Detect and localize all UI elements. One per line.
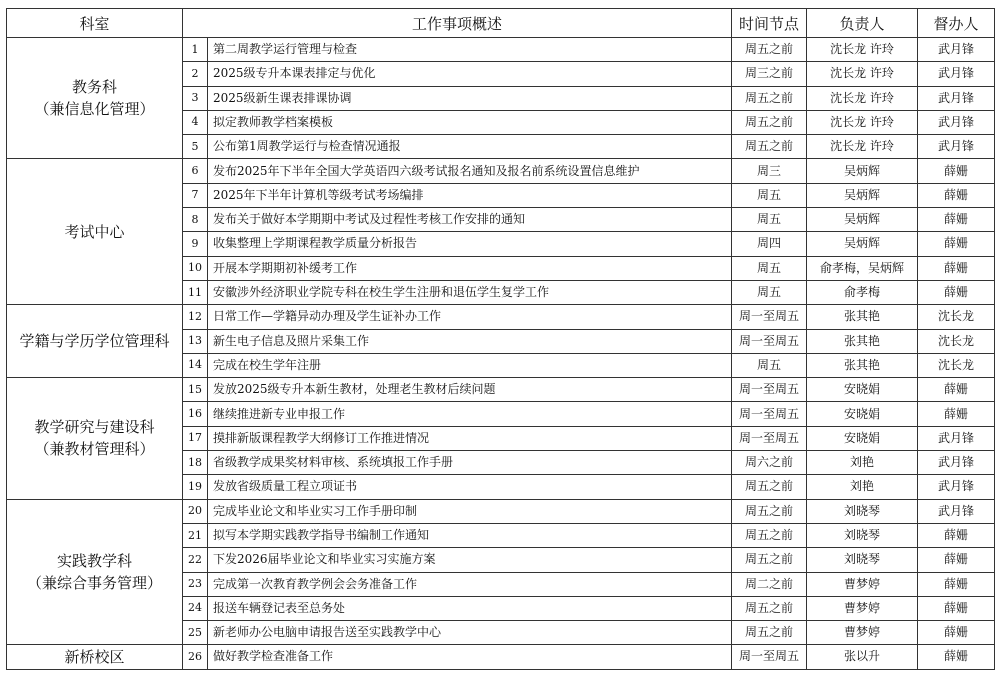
department-cell	[7, 159, 183, 305]
owner-name: 沈长龙 许玲	[807, 38, 918, 62]
supervisor-name: 武月锋	[918, 110, 995, 134]
row-number: 9	[183, 232, 208, 256]
row-number: 23	[183, 572, 208, 596]
owner-name: 安晓娟	[807, 426, 918, 450]
time-node: 周四	[732, 232, 807, 256]
table-row	[7, 305, 995, 329]
task-description: 完成第一次教育教学例会会务准备工作	[208, 572, 732, 596]
header-time: 时间节点	[732, 9, 807, 38]
header-task: 工作事项概述	[183, 9, 732, 38]
supervisor-name: 薛姗	[918, 523, 995, 547]
owner-name: 张其艳	[807, 353, 918, 377]
supervisor-name: 武月锋	[918, 426, 995, 450]
owner-name: 刘晓琴	[807, 548, 918, 572]
owner-name: 吴炳辉	[807, 183, 918, 207]
supervisor-name: 武月锋	[918, 499, 995, 523]
task-description: 拟写本学期实践教学指导书编制工作通知	[208, 523, 732, 547]
table-row	[7, 645, 995, 669]
row-number: 22	[183, 548, 208, 572]
time-node: 周一至周五	[732, 402, 807, 426]
time-node: 周五之前	[732, 621, 807, 645]
owner-name: 曹梦婷	[807, 596, 918, 620]
owner-name: 吴炳辉	[807, 159, 918, 183]
owner-name: 沈长龙 许玲	[807, 135, 918, 159]
department-name: 教务科	[71, 77, 117, 96]
supervisor-name: 薛姗	[918, 208, 995, 232]
task-description: 日常工作—学籍异动办理及学生证补办工作	[208, 305, 732, 329]
task-description: 公布第1周教学运行与检查情况通报	[208, 135, 732, 159]
row-number: 7	[183, 183, 208, 207]
row-number: 2	[183, 62, 208, 86]
row-number: 13	[183, 329, 208, 353]
header-row	[7, 9, 995, 38]
row-number: 20	[183, 499, 208, 523]
time-node: 周五	[732, 256, 807, 280]
department-name: （兼综合事务管理）	[26, 574, 162, 593]
supervisor-name: 武月锋	[918, 38, 995, 62]
header-dept: 科室	[7, 9, 183, 38]
table-row	[7, 159, 995, 183]
supervisor-name: 武月锋	[918, 451, 995, 475]
row-number: 8	[183, 208, 208, 232]
time-node: 周三	[732, 159, 807, 183]
work-schedule-table	[6, 8, 995, 670]
time-node: 周一至周五	[732, 645, 807, 669]
supervisor-name: 薛姗	[918, 280, 995, 304]
task-description: 2025级专升本课表排定与优化	[208, 62, 732, 86]
owner-name: 曹梦婷	[807, 621, 918, 645]
table-row	[7, 499, 995, 523]
time-node: 周五之前	[732, 135, 807, 159]
table-body	[7, 38, 995, 670]
task-description: 做好教学检查准备工作	[208, 645, 732, 669]
supervisor-name: 薛姗	[918, 159, 995, 183]
task-description: 继续推进新专业申报工作	[208, 402, 732, 426]
time-node: 周五之前	[732, 523, 807, 547]
task-description: 第二周教学运行管理与检查	[208, 38, 732, 62]
header-owner: 负责人	[807, 9, 918, 38]
time-node: 周五之前	[732, 499, 807, 523]
department-cell	[7, 378, 183, 499]
department-name: 实践教学科	[56, 551, 132, 570]
supervisor-name: 武月锋	[918, 475, 995, 499]
department-cell	[7, 645, 183, 669]
owner-name: 曹梦婷	[807, 572, 918, 596]
time-node: 周五	[732, 280, 807, 304]
time-node: 周五之前	[732, 110, 807, 134]
time-node: 周一至周五	[732, 305, 807, 329]
task-description: 下发2026届毕业论文和毕业实习实施方案	[208, 548, 732, 572]
owner-name: 刘艳	[807, 451, 918, 475]
owner-name: 沈长龙 许玲	[807, 62, 918, 86]
supervisor-name: 薛姗	[918, 232, 995, 256]
task-description: 2025年下半年计算机等级考试考场编排	[208, 183, 732, 207]
row-number: 16	[183, 402, 208, 426]
supervisor-name: 武月锋	[918, 62, 995, 86]
time-node: 周五	[732, 183, 807, 207]
task-description: 报送车辆登记表至总务处	[208, 596, 732, 620]
task-description: 安徽涉外经济职业学院专科在校生学生注册和退伍学生复学工作	[208, 280, 732, 304]
row-number: 12	[183, 305, 208, 329]
department-name: （兼信息化管理）	[34, 100, 155, 119]
owner-name: 沈长龙 许玲	[807, 86, 918, 110]
task-description: 开展本学期期初补缓考工作	[208, 256, 732, 280]
time-node: 周五之前	[732, 596, 807, 620]
supervisor-name: 沈长龙	[918, 305, 995, 329]
supervisor-name: 薛姗	[918, 402, 995, 426]
time-node: 周一至周五	[732, 426, 807, 450]
task-description: 完成毕业论文和毕业实习工作手册印制	[208, 499, 732, 523]
owner-name: 俞孝梅，吴炳辉	[807, 256, 918, 280]
time-node: 周五	[732, 353, 807, 377]
supervisor-name: 武月锋	[918, 135, 995, 159]
department-name: 教学研究与建设科	[34, 417, 155, 436]
row-number: 10	[183, 256, 208, 280]
supervisor-name: 薛姗	[918, 621, 995, 645]
supervisor-name: 薛姗	[918, 183, 995, 207]
supervisor-name: 薛姗	[918, 572, 995, 596]
table-row	[7, 378, 995, 402]
row-number: 1	[183, 38, 208, 62]
task-description: 摸排新版课程教学大纲修订工作推进情况	[208, 426, 732, 450]
owner-name: 刘艳	[807, 475, 918, 499]
row-number: 25	[183, 621, 208, 645]
row-number: 4	[183, 110, 208, 134]
supervisor-name: 薛姗	[918, 596, 995, 620]
row-number: 18	[183, 451, 208, 475]
task-description: 发布关于做好本学期期中考试及过程性考核工作安排的通知	[208, 208, 732, 232]
owner-name: 刘晓琴	[807, 523, 918, 547]
owner-name: 沈长龙 许玲	[807, 110, 918, 134]
department-cell	[7, 499, 183, 645]
owner-name: 安晓娟	[807, 402, 918, 426]
row-number: 19	[183, 475, 208, 499]
row-number: 26	[183, 645, 208, 669]
supervisor-name: 薛姗	[918, 548, 995, 572]
task-description: 新老师办公电脑申请报告送至实践教学中心	[208, 621, 732, 645]
row-number: 15	[183, 378, 208, 402]
task-description: 发布2025年下半年全国大学英语四六级考试报名通知及报名前系统设置信息维护	[208, 159, 732, 183]
time-node: 周三之前	[732, 62, 807, 86]
supervisor-name: 沈长龙	[918, 329, 995, 353]
owner-name: 俞孝梅	[807, 280, 918, 304]
task-description: 新生电子信息及照片采集工作	[208, 329, 732, 353]
table-row	[7, 38, 995, 62]
supervisor-name: 薛姗	[918, 256, 995, 280]
time-node: 周五	[732, 208, 807, 232]
task-description: 收集整理上学期课程教学质量分析报告	[208, 232, 732, 256]
supervisor-name: 沈长龙	[918, 353, 995, 377]
department-cell	[7, 38, 183, 159]
task-description: 拟定教师教学档案模板	[208, 110, 732, 134]
time-node: 周一至周五	[732, 378, 807, 402]
department-name: 考试中心	[64, 222, 125, 241]
owner-name: 张其艳	[807, 329, 918, 353]
department-cell	[7, 305, 183, 378]
task-description: 发放2025级专升本新生教材，处理老生教材后续问题	[208, 378, 732, 402]
owner-name: 吴炳辉	[807, 232, 918, 256]
task-description: 省级教学成果奖材料审核、系统填报工作手册	[208, 451, 732, 475]
time-node: 周六之前	[732, 451, 807, 475]
owner-name: 刘晓琴	[807, 499, 918, 523]
time-node: 周二之前	[732, 572, 807, 596]
row-number: 14	[183, 353, 208, 377]
department-name: 学籍与学历学位管理科	[19, 331, 170, 350]
supervisor-name: 薛姗	[918, 378, 995, 402]
time-node: 周五之前	[732, 86, 807, 110]
row-number: 24	[183, 596, 208, 620]
owner-name: 安晓娟	[807, 378, 918, 402]
task-description: 发放省级质量工程立项证书	[208, 475, 732, 499]
task-description: 2025级新生课表排课协调	[208, 86, 732, 110]
time-node: 周五之前	[732, 38, 807, 62]
row-number: 5	[183, 135, 208, 159]
time-node: 周一至周五	[732, 329, 807, 353]
supervisor-name: 武月锋	[918, 86, 995, 110]
department-name: 新桥校区	[64, 647, 125, 666]
row-number: 21	[183, 523, 208, 547]
department-name: （兼教材管理科）	[34, 440, 155, 459]
row-number: 6	[183, 159, 208, 183]
time-node: 周五之前	[732, 475, 807, 499]
header-supervisor: 督办人	[918, 9, 995, 38]
supervisor-name: 薛姗	[918, 645, 995, 669]
row-number: 17	[183, 426, 208, 450]
time-node: 周五之前	[732, 548, 807, 572]
owner-name: 张以升	[807, 645, 918, 669]
owner-name: 吴炳辉	[807, 208, 918, 232]
owner-name: 张其艳	[807, 305, 918, 329]
row-number: 11	[183, 280, 208, 304]
task-description: 完成在校生学年注册	[208, 353, 732, 377]
row-number: 3	[183, 86, 208, 110]
